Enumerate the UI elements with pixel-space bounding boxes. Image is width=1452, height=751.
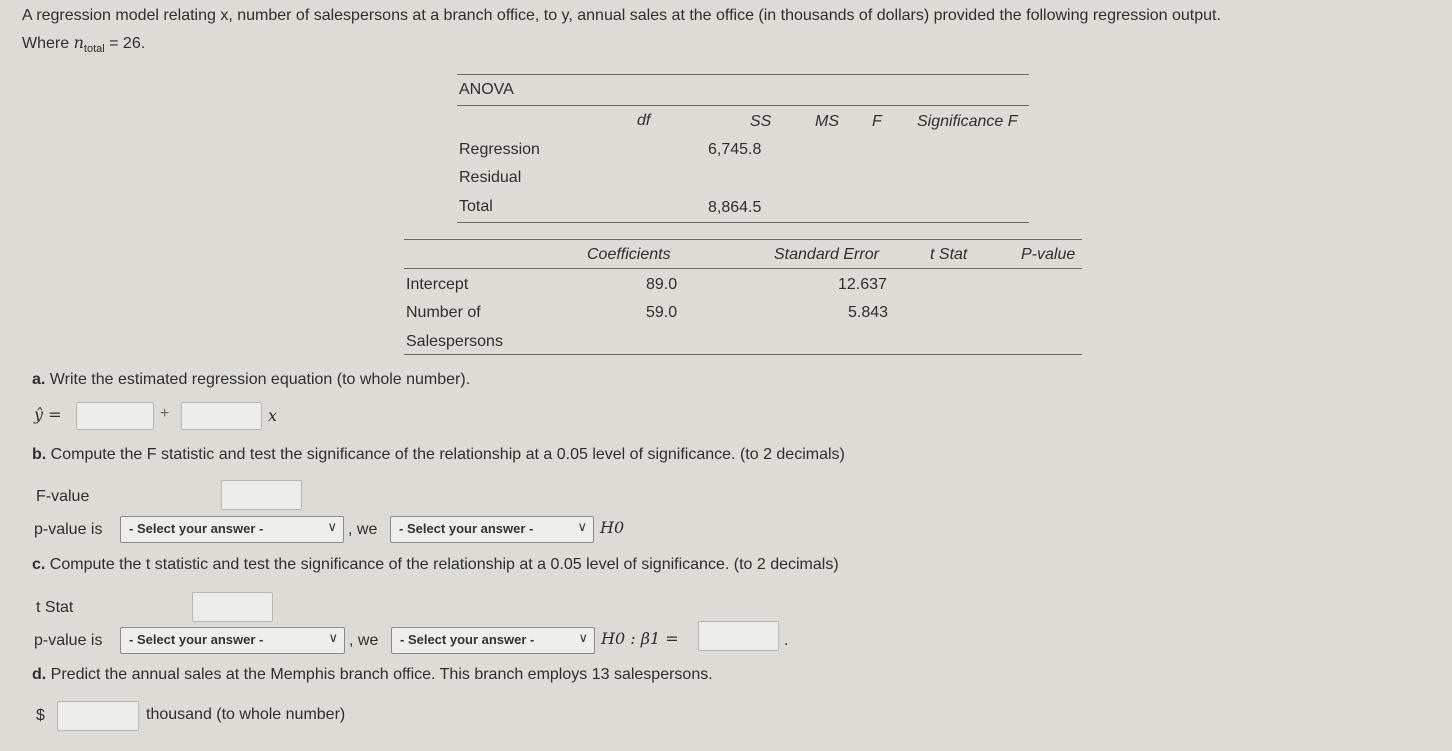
anova-row-ss: 8,864.5 xyxy=(708,199,762,216)
chevron-down-icon: ∨ xyxy=(328,630,338,645)
sales-suffix: thousand (to whole number) xyxy=(146,706,346,723)
problem-intro: A regression model relating x, number of salespersons at a branch office, to y, annual sales at the office (in thousands of dollars) provided the following regression output. xyxy=(22,7,1221,24)
p-value-select-text: - Select your answer - xyxy=(129,521,264,536)
coef-header-se: Standard Error xyxy=(774,246,879,263)
we-text: , we xyxy=(348,521,378,538)
period-text: . xyxy=(784,632,789,649)
decision-select-text: - Select your answer - xyxy=(399,521,534,536)
f-value-input[interactable] xyxy=(221,480,302,510)
chevron-down-icon: ∨ xyxy=(578,630,588,645)
part-b-question xyxy=(32,446,845,464)
f-value-label: F-value xyxy=(36,488,90,505)
part-a-text: Write the estimated regression equation (to whole number). xyxy=(49,371,471,388)
anova-top-rule xyxy=(457,74,1029,75)
coef-top-rule xyxy=(404,239,1082,240)
p-value-label: p-value is xyxy=(34,632,103,649)
part-b-text: Compute the F statistic and test the significance of the relationship at a 0.05 level of significance. (to 2 decimals) xyxy=(50,446,845,463)
anova-header-df: df xyxy=(637,112,651,129)
coef-header-coefficients: Coefficients xyxy=(587,246,671,263)
chevron-down-icon: ∨ xyxy=(577,519,587,534)
part-d-text: Predict the annual sales at the Memphis branch office. This branch employs 13 salespersons. xyxy=(50,666,713,683)
anova-row-ss: 6,745.8 xyxy=(708,141,762,158)
coef-row-se: 12.637 xyxy=(838,276,887,293)
yhat-label: ŷ = xyxy=(34,405,62,424)
decision-select-text: - Select your answer - xyxy=(400,632,535,647)
n-symbol: n xyxy=(73,33,84,52)
part-a-question xyxy=(32,371,470,389)
part-c-letter: c. xyxy=(32,556,46,573)
h0-beta-label: H0 : β1 = xyxy=(601,629,679,648)
p-value-select-text: - Select your answer - xyxy=(129,632,264,647)
n-value: = 26. xyxy=(104,35,146,52)
coef-row-label: Intercept xyxy=(406,276,469,293)
dollar-sign: $ xyxy=(36,707,45,724)
coef-row-value: 89.0 xyxy=(646,276,678,293)
n-sub: total xyxy=(83,43,105,56)
part-c-question xyxy=(32,556,839,574)
problem-n-total xyxy=(22,33,145,55)
chevron-down-icon: ∨ xyxy=(327,519,337,534)
we-text: , we xyxy=(349,632,379,649)
p-value-select[interactable] xyxy=(120,627,345,654)
x-variable: x xyxy=(268,406,278,425)
coef-bottom-rule xyxy=(404,354,1082,355)
intercept-input[interactable] xyxy=(76,402,154,430)
coef-row-label-cont: Salespersons xyxy=(406,333,503,350)
anova-header-ms: MS xyxy=(815,113,839,130)
slope-input[interactable] xyxy=(181,402,262,430)
p-value-select[interactable] xyxy=(120,516,344,543)
anova-bottom-rule xyxy=(457,222,1029,223)
anova-header-ss: SS xyxy=(750,113,772,130)
plus-sign: + xyxy=(160,405,170,422)
coef-row-label: Number of xyxy=(406,304,481,321)
part-c-text: Compute the t statistic and test the significance of the relationship at a 0.05 level of significance. (to 2 decimals) xyxy=(49,556,839,573)
anova-row-label: Regression xyxy=(459,141,540,158)
anova-title: ANOVA xyxy=(459,81,514,98)
part-d-question xyxy=(32,666,713,684)
part-a-letter: a. xyxy=(32,371,46,388)
anova-header-f: F xyxy=(872,113,882,130)
decision-select[interactable] xyxy=(391,627,595,654)
coef-row-se: 5.843 xyxy=(848,304,889,321)
part-d-letter: d. xyxy=(32,666,47,683)
coef-header-rule xyxy=(404,268,1082,269)
beta1-input[interactable] xyxy=(698,621,779,651)
coef-row-value: 59.0 xyxy=(646,304,678,321)
sales-input[interactable] xyxy=(57,701,139,731)
part-b-letter: b. xyxy=(32,446,47,463)
h0-label: H0 xyxy=(600,518,625,537)
t-stat-input[interactable] xyxy=(192,592,273,622)
coef-header-pvalue: P-value xyxy=(1021,246,1076,263)
anova-header-sigf: Significance F xyxy=(917,113,1018,130)
decision-select[interactable] xyxy=(390,516,594,543)
anova-header-rule xyxy=(457,105,1029,106)
coef-header-tstat: t Stat xyxy=(930,246,968,263)
anova-row-label: Residual xyxy=(459,169,522,186)
p-value-label: p-value is xyxy=(34,521,103,538)
anova-row-label: Total xyxy=(459,198,493,215)
n-prefix: Where xyxy=(22,35,74,52)
t-stat-label: t Stat xyxy=(36,599,74,616)
